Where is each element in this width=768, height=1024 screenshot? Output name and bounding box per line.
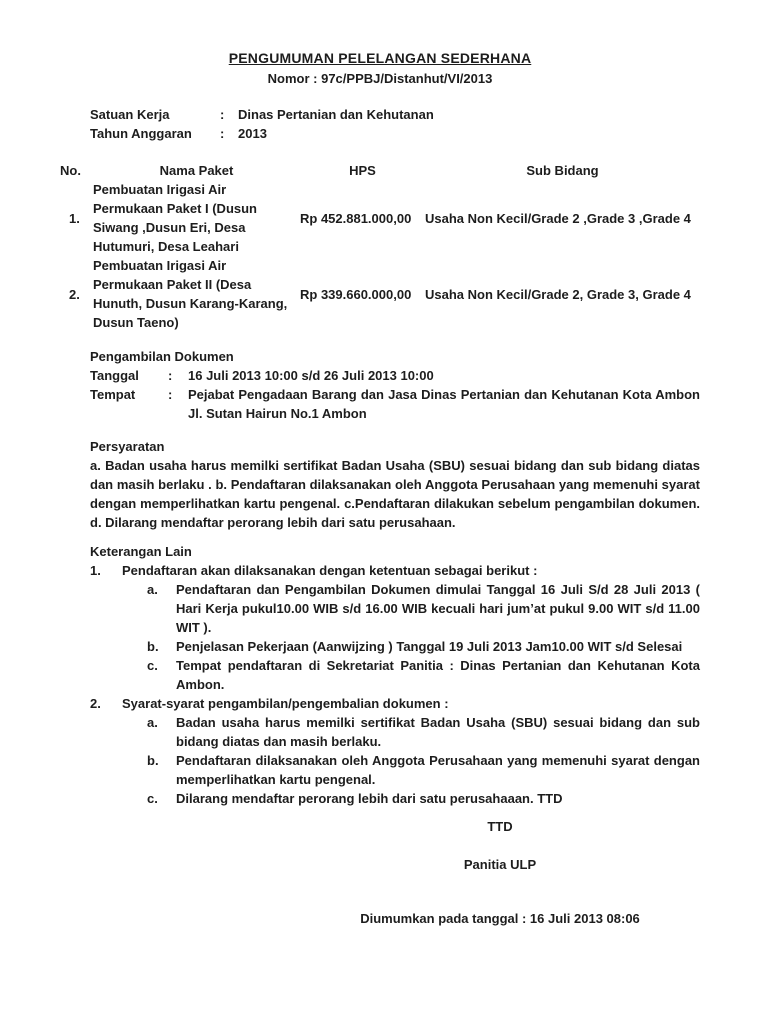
signature-committee-name: Panitia ULP bbox=[463, 857, 537, 872]
cell-row-number: 2. bbox=[69, 286, 80, 302]
list-text: Tempat pendaftaran di Sekretariat Panitia : Dinas Pertanian dan Kehutanan Kota Ambon. bbox=[176, 658, 700, 692]
kv-value: 16 Juli 2013 10:00 s/d 26 Juli 2013 10:00 bbox=[188, 368, 434, 383]
kv-value: Pejabat Pengadaan Barang dan Jasa Dinas Pertanian dan Kehutanan Kota Ambon Jl. Sutan Hairun No.1 Ambon bbox=[188, 387, 700, 421]
column-header-hps: HPS bbox=[349, 163, 376, 178]
list-text: Penjelasan Pekerjaan (Aanwijzing ) Tanggal 19 Juli 2013 Jam10.00 WIT s/d Selesai bbox=[176, 639, 683, 654]
list-subitem bbox=[147, 637, 700, 656]
list-item bbox=[90, 694, 700, 713]
list-text: Badan usaha harus memilki sertifikat Badan Usaha (SBU) sesuai bidang dan sub bidang diatas dan masih berlaku. bbox=[176, 715, 700, 749]
list-item bbox=[90, 561, 700, 580]
list-marker: c. bbox=[147, 791, 158, 806]
persyaratan-paragraph: a. Badan usaha harus memilki sertifikat Badan Usaha (SBU) sesuai bidang dan sub bidang diatas dan masih berlaku . b. Pendaftaran dilaksanakan oleh Anggota Perusahaan yang memenuhi syarat dengan memperlihatkan kartu pengenal. c.Pendaftaran dilakukan sebelum pengambilan dokumen. d. Dilarang mendaftar perorang lebih dari satu perusahaan. bbox=[90, 458, 700, 530]
signature-ttd: TTD bbox=[487, 819, 513, 834]
list-text: Pendaftaran akan dilaksanakan dengan ketentuan sebagai berikut : bbox=[122, 563, 538, 578]
cell-sub-bidang: Usaha Non Kecil/Grade 2, Grade 3, Grade 4 bbox=[425, 286, 691, 302]
kv-separator: : bbox=[168, 368, 173, 383]
section-persyaratan bbox=[90, 437, 700, 532]
kv-separator: : bbox=[168, 387, 173, 402]
list-text: Dilarang mendaftar perorang lebih dari satu perusahaaan. TTD bbox=[176, 791, 563, 806]
document-number: Nomor : 97c/PPBJ/Distanhut/VI/2013 bbox=[267, 71, 493, 86]
list-marker: c. bbox=[147, 658, 158, 673]
cell-hps-value: Rp 452.881.000,00 bbox=[300, 210, 412, 226]
kv-label: Tempat bbox=[90, 387, 136, 402]
cell-hps-value: Rp 339.660.000,00 bbox=[300, 286, 412, 302]
list-subitem bbox=[147, 751, 700, 789]
section-heading: Persyaratan bbox=[90, 439, 165, 454]
table-row bbox=[60, 256, 700, 332]
list-subitem bbox=[147, 713, 700, 751]
info-value: Dinas Pertanian dan Kehutanan bbox=[238, 107, 434, 122]
pengambilan-row-tanggal bbox=[90, 366, 700, 385]
list-subitem bbox=[147, 580, 700, 637]
list-marker: a. bbox=[147, 582, 158, 597]
column-header-nama-paket: Nama Paket bbox=[159, 163, 234, 178]
list-marker: b. bbox=[147, 753, 159, 768]
list-text: Pendaftaran dilaksanakan oleh Anggota Perusahaan yang memenuhi syarat dengan memperlihatkan kartu pengenal. bbox=[176, 753, 700, 787]
list-text: Syarat-syarat pengambilan/pengembalian dokumen : bbox=[122, 696, 449, 711]
document-title: PENGUMUMAN PELELANGAN SEDERHANA bbox=[228, 50, 532, 66]
info-row-tahun-anggaran bbox=[90, 124, 700, 143]
list-subitem bbox=[147, 656, 700, 694]
cell-package-name: Pembuatan Irigasi Air Permukaan Paket I (Dusun Siwang ,Dusun Eri, Desa Hutumuri, Desa Leahari bbox=[93, 182, 257, 254]
info-separator: : bbox=[220, 126, 225, 141]
list-marker: a. bbox=[147, 715, 158, 730]
table-row bbox=[60, 180, 700, 256]
info-value: 2013 bbox=[238, 126, 267, 141]
document-header bbox=[60, 48, 700, 88]
pengambilan-row-tempat bbox=[90, 385, 700, 423]
section-heading: Pengambilan Dokumen bbox=[90, 349, 234, 364]
section-pengambilan-dokumen bbox=[90, 347, 700, 423]
section-keterangan-lain bbox=[90, 542, 700, 808]
kv-label: Tanggal bbox=[90, 368, 139, 383]
announcement-date-line: Diumumkan pada tanggal : 16 Juli 2013 08:06 bbox=[360, 911, 640, 926]
list-marker: 2. bbox=[90, 696, 101, 711]
cell-row-number: 1. bbox=[69, 210, 80, 226]
cell-package-name: Pembuatan Irigasi Air Permukaan Paket II (Desa Hunuth, Dusun Karang-Karang, Dusun Taeno) bbox=[93, 258, 288, 330]
cell-sub-bidang: Usaha Non Kecil/Grade 2 ,Grade 3 ,Grade 4 bbox=[425, 210, 691, 226]
list-subitem bbox=[147, 789, 700, 808]
info-label: Tahun Anggaran bbox=[90, 126, 192, 141]
package-table-header bbox=[60, 161, 700, 180]
info-label: Satuan Kerja bbox=[90, 107, 170, 122]
column-header-sub-bidang: Sub Bidang bbox=[526, 163, 599, 178]
list-marker: 1. bbox=[90, 563, 101, 578]
list-marker: b. bbox=[147, 639, 159, 654]
work-unit-info bbox=[90, 105, 700, 143]
section-heading: Keterangan Lain bbox=[90, 544, 192, 559]
package-table bbox=[60, 161, 700, 332]
info-row-satuan-kerja bbox=[90, 105, 700, 124]
column-header-no: No. bbox=[60, 163, 81, 178]
info-separator: : bbox=[220, 107, 225, 122]
list-text: Pendaftaran dan Pengambilan Dokumen dimulai Tanggal 16 Juli S/d 28 Juli 2013 ( Hari Kerja pukul10.00 WIB s/d 16.00 WIB kecuali hari jum’at pukul 9.00 WIT s/d 11.00 WIT ). bbox=[176, 582, 700, 635]
